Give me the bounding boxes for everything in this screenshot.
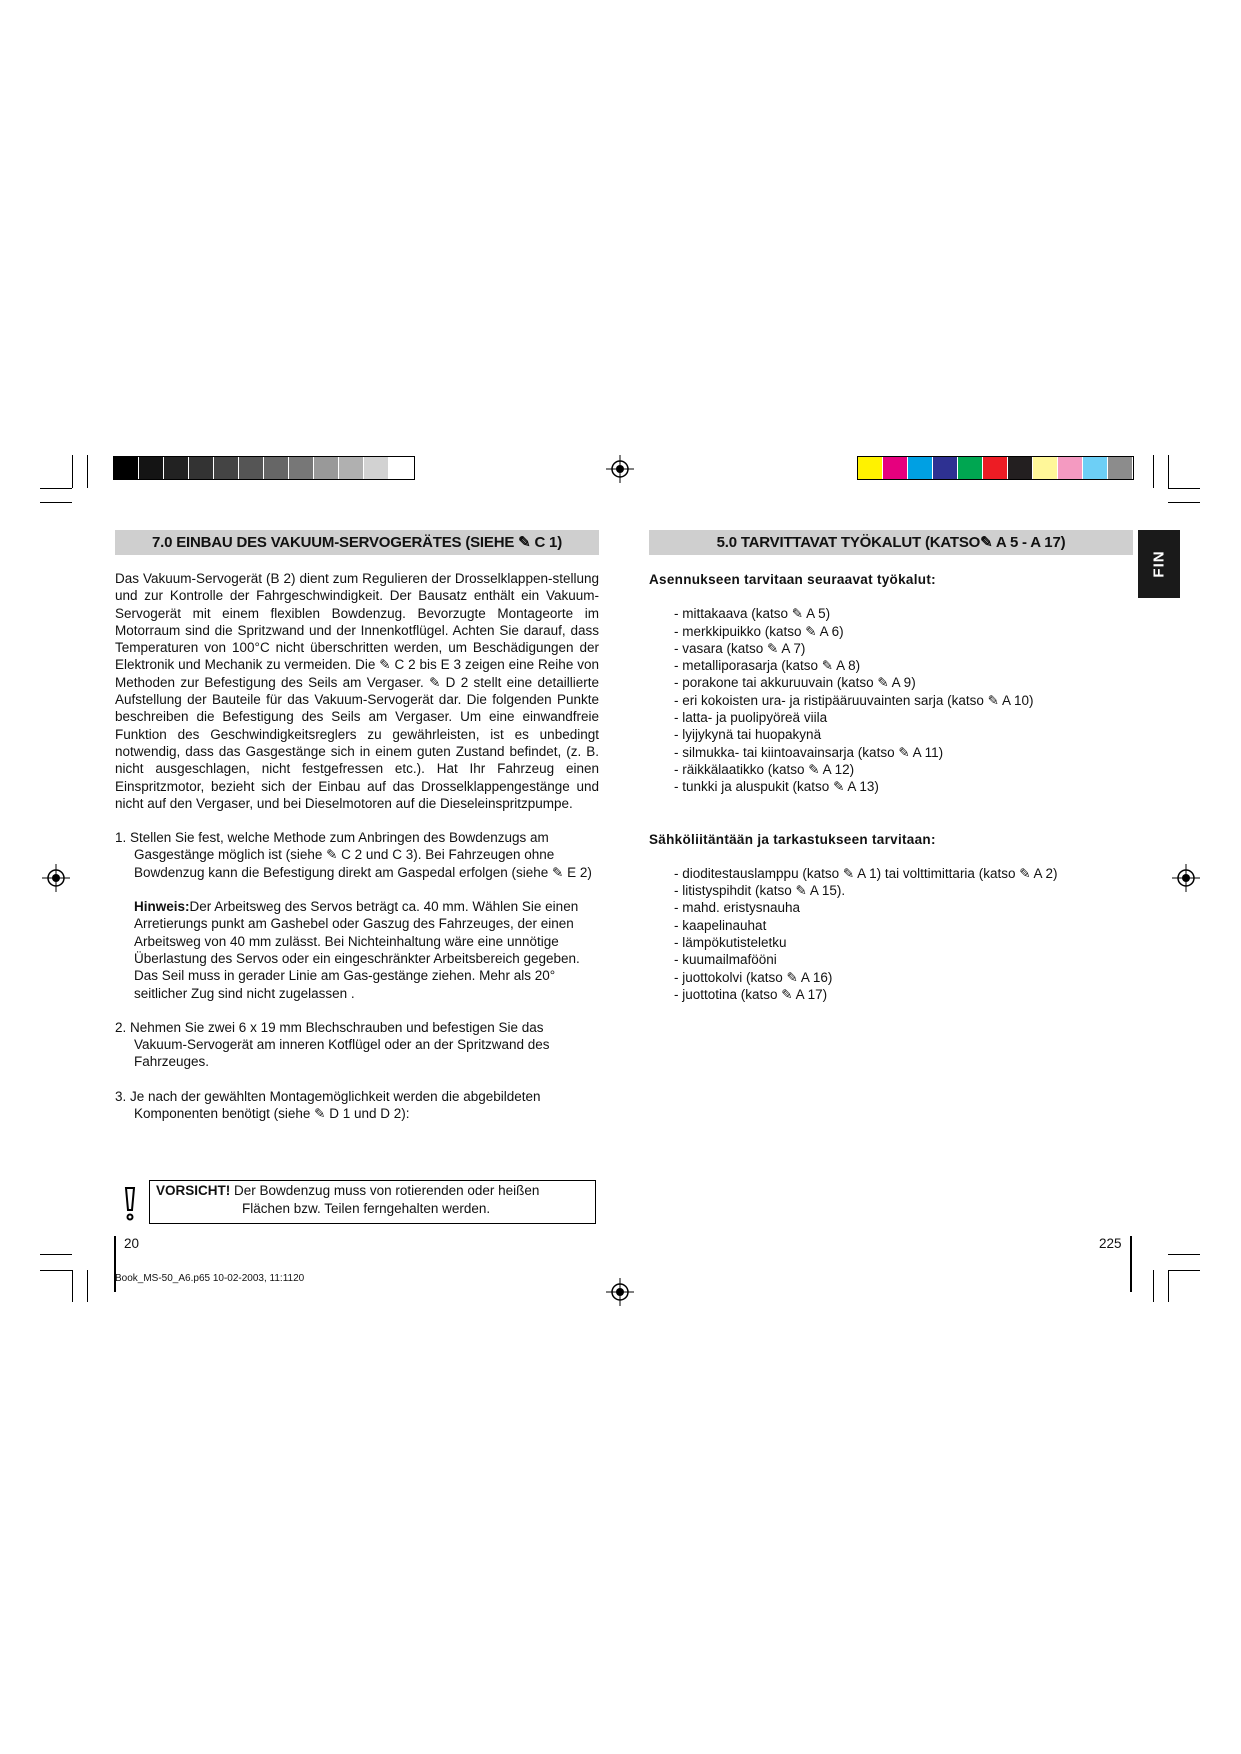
color-swatch [314,457,339,479]
registration-mark-icon [1172,864,1200,892]
crop-mark [87,455,88,488]
color-swatch [214,457,239,479]
crop-mark [40,1270,72,1271]
language-tab-label: FIN [1150,550,1168,578]
color-swatch [139,457,164,479]
color-swatch [164,457,189,479]
electric-heading: Sähköliitäntään ja tarkastukseen tarvitaan: [649,831,936,847]
crop-mark [1168,455,1169,488]
list-item: - porakone tai akkuruuvain (katso ✎ A 9) [674,675,916,691]
crop-mark [72,1270,73,1302]
grayscale-calibration-bar [114,457,414,479]
list-item: - dioditestauslamppu (katso ✎ A 1) tai volttimittaria (katso ✎ A 2) [674,865,1058,881]
list-item: - lyijykynä tai huopakynä [674,727,822,743]
crop-mark [40,502,72,503]
left-column [115,570,599,1122]
registration-mark-icon [606,1278,634,1306]
crop-mark [40,1254,72,1255]
section-heading-right: 5.0 TARVITTAVAT TYÖKALUT (KATSO✎ A 5 - A 17) [649,530,1133,555]
caution-box [149,1180,596,1224]
color-swatch [1058,457,1083,479]
list-item: - juottotina (katso ✎ A 17) [674,986,828,1002]
warning-exclamation-icon [122,1186,138,1222]
tools-heading: Asennukseen tarvitaan seuraavat työkalut: [649,572,936,587]
list-item: - latta- ja puolipyöreä viila [674,710,828,726]
page-number-left: 20 [124,1236,140,1251]
list-item: - mahd. eristysnauha [674,900,801,916]
hint-paragraph [115,898,599,1002]
caution-line-2: Flächen bzw. Teilen ferngehalten werden. [242,1200,491,1216]
list-item: - merkkipuikko (katso ✎ A 6) [674,623,844,639]
language-tab [1138,530,1180,598]
list-item: - silmukka- tai kiintoavainsarja (katso ✎ A 11) [674,744,944,760]
step-3: 3. Je nach der gewählten Montagemöglichkeit werden die abgebildeten Komponenten benötigt (siehe ✎ D 1 und D 2): [115,1088,541,1122]
color-swatch [339,457,364,479]
color-swatch [364,457,389,479]
color-swatch [1083,457,1108,479]
crop-mark [1153,1270,1154,1302]
file-footer: Book_MS-50_A6.p65 10-02-2003, 11:1120 [115,1273,305,1284]
color-swatch [389,457,414,479]
electric-list [649,865,1139,1003]
right-column [649,571,1139,1003]
color-swatch [933,457,958,479]
registration-mark-icon [42,864,70,892]
crop-mark [40,488,72,489]
caution-label: VORSICHT! [156,1183,231,1198]
list-item: - metalliporasarja (katso ✎ A 8) [674,658,861,674]
color-swatch [264,457,289,479]
color-swatch [858,457,883,479]
crop-mark [1168,488,1200,489]
color-swatch [883,457,908,479]
crop-mark [1168,1254,1200,1255]
color-swatch [958,457,983,479]
color-swatch [1108,457,1133,479]
color-swatch [289,457,314,479]
list-item: - mittakaava (katso ✎ A 5) [674,606,831,622]
crop-mark [1168,1270,1169,1302]
color-calibration-bar [858,457,1133,479]
crop-mark [1168,502,1200,503]
step-2: 2. Nehmen Sie zwei 6 x 19 mm Blechschrauben und befestigen Sie das Vakuum-Servogerät am inneren Kotflügel oder an der Spritzwand des Fahrzeuges. [115,1019,550,1070]
list-item: - lämpökutisteletku [674,935,787,951]
color-swatch [114,457,139,479]
color-swatch [189,457,214,479]
color-swatch [1033,457,1058,479]
crop-mark [87,1270,88,1302]
list-item: - vasara (katso ✎ A 7) [674,640,806,656]
list-item: - juottokolvi (katso ✎ A 16) [674,969,833,985]
color-swatch [908,457,933,479]
section-heading-left: 7.0 EINBAU DES VAKUUM-SERVOGERÄTES (SIEHE ✎ C 1) [115,530,599,555]
hint-label: Hinweis: [134,899,190,915]
tools-list [649,605,1139,795]
caution-line-1: Der Bowdenzug muss von rotierenden oder heißen [234,1183,540,1198]
color-swatch [1008,457,1033,479]
crop-mark [1168,1270,1200,1271]
list-item: - kuumailmafööni [674,952,777,968]
registration-mark-icon [606,455,634,483]
step-1: 1. Stellen Sie fest, welche Methode zum Anbringen des Bowdenzugs am Gasgestänge möglich ist (siehe ✎ C 2 und C 3). Bei Fahrzeugen ohne Bowdenzug kann die Befestigung direkt am Gaspedal erfolgen (siehe ✎ E 2) [115,830,592,880]
crop-mark [1153,455,1154,488]
list-item: - eri kokoisten ura- ja ristipääruuvainten sarja (katso ✎ A 10) [674,692,1034,708]
list-item: - kaapelinauhat [674,917,767,933]
color-swatch [983,457,1008,479]
list-item: - tunkki ja aluspukit (katso ✎ A 13) [674,779,879,795]
crop-mark [72,455,73,488]
intro-paragraph: Das Vakuum-Servogerät (B 2) dient zum Regulieren der Drosselklappen-stellung und zur Kontrolle der Fahrgeschwindigkeit. Der Bausatz enthält ein Vakuum-Servogerät mit einem flexiblen Bowdenzug. Bevorzugte Montageorte im Motorraum sind die Spritzwand und der Innenkotflügel. Achten Sie darauf, dass Temperaturen von 100°C nicht überschritten werden, um Beschädigungen der Elektronik und Mechanik zu vermeiden. Die ✎ C 2 bis E 3 zeigen eine Reihe von Methoden zur Befestigung des Seils am Vergaser. ✎ D 2 stellt eine detaillierte Aufstellung der Bauteile für das Vakuum-Servogerät dar. Die folgenden Punkte beschreiben die Befestigung des Seils am Vergaser. Um eine einwandfreie Funktion des Geschwindigkeitsreglers zu gewährleisten, ist es unbedingt notwendig, dass das Gasgestänge sich in einem guten Zustand befindet, (z. B. nicht ausgeschlagen, nicht festgefressen etc.). Hat Ihr Fahrzeug einen Einspritzmotor, bezieht sich der Einbau auf das Drosselklappengestänge und nicht auf den Vergaser, und bei Dieselmotoren auf die Dieseleinspritzpumpe. [115,571,599,811]
list-item: - litistyspihdit (katso ✎ A 15). [674,883,846,899]
color-swatch [239,457,264,479]
list-item: - räikkälaatikko (katso ✎ A 12) [674,761,855,777]
page-rule-right [1130,1236,1132,1292]
hint-text: Der Arbeitsweg des Servos beträgt ca. 40 mm. Wählen Sie einen Arretierungs punkt am Gashebel oder Gaszug des Fahrzeuges, der einen Arbeitsweg von 40 mm zulässt. Bei Nichteinhaltung wäre eine unnötige Überlastung des Servos oder ein eingeschränkter Arbeitsbereich gegeben. Das Seil muss in gerader Linie am Gas-gestänge ziehen. Mehr als 20° seitlicher Zug sind nicht zugelassen . [134,899,580,1001]
page-number-right: 225 [1099,1236,1122,1251]
